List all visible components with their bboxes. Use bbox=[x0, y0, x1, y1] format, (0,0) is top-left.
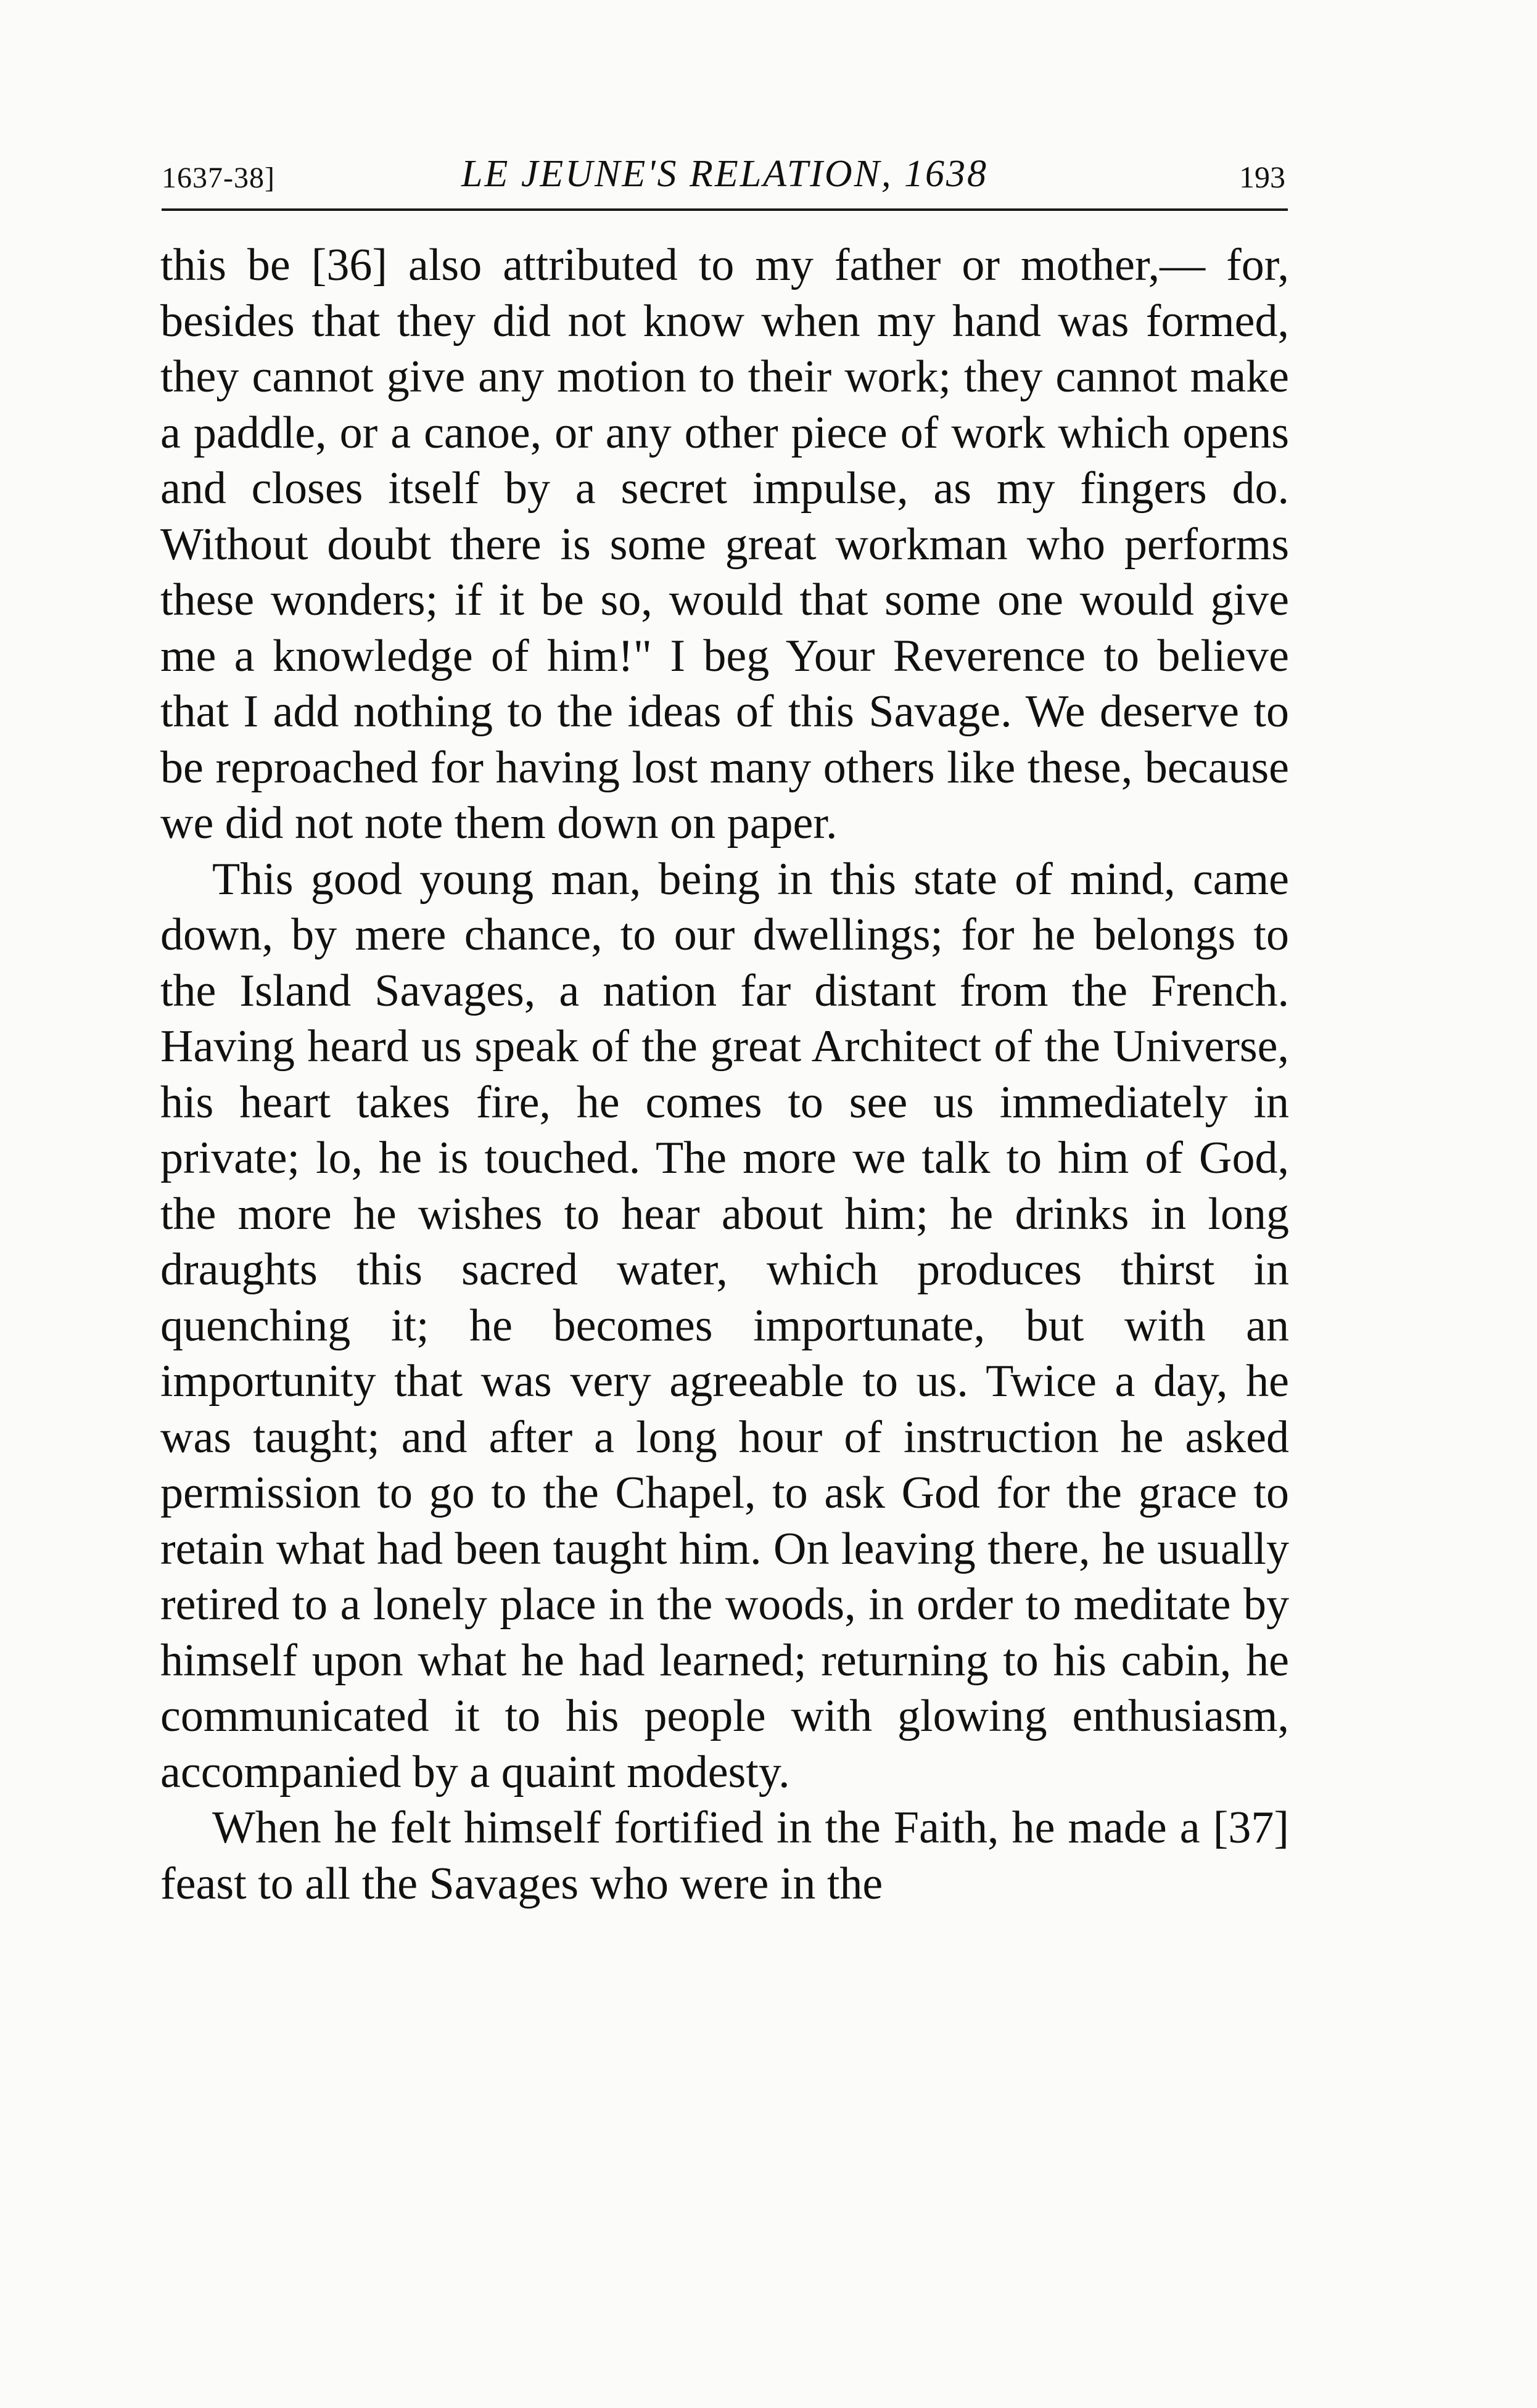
page-number: 193 bbox=[1239, 160, 1285, 194]
paragraph-continued: this be [36] also attributed to my father or mother,— for, besides that they did not know when my hand was formed, they cannot give any motion to their work; they cannot make a paddle, or a canoe, or any other piece of work which opens and closes itself by a secret impulse, as my fingers do. Without doubt there is some great workman who performs these wonders; if it be so, would that some one would give me a knowledge of him!" I beg Your Reverence to believe that I add nothing to the ideas of this Savage. We deserve to be reproached for having lost many others like these, because we did not note them down on paper. bbox=[160, 240, 1289, 849]
paragraph: When he felt himself fortified in the Faith, he made a [37] feast to all the Savages who were in the bbox=[160, 1802, 1289, 1909]
running-head-title: LE JEUNE'S RELATION, 1638 bbox=[461, 153, 989, 195]
paragraph: This good young man, being in this state of mind, came down, by mere chance, to our dwellings; for he belongs to the Island Savages, a nation far distant from the French. Having heard us speak of the great Architect of the Universe, his heart takes fire, he comes to see us immediately in private; lo, he is touched. The more we talk to him of God, the more he wishes to hear about him; he drinks in long draughts this sacred water, which produces thirst in quenching it; he becomes importunate, but with an importunity that was very agreeable to us. Twice a day, he was taught; and after a long hour of instruction he asked permission to go to the Chapel, to ask God for the grace to retain what had been taught him. On leaving there, he usually retired to a lonely place in the woods, in order to meditate by himself upon what he had learned; returning to his cabin, he communicated it to his people with glowing enthusiasm, accompanied by a quaint modesty. bbox=[160, 853, 1289, 1798]
body-text bbox=[160, 237, 1289, 1912]
running-head-date: 1637-38] bbox=[162, 162, 275, 194]
running-head bbox=[162, 141, 1288, 211]
